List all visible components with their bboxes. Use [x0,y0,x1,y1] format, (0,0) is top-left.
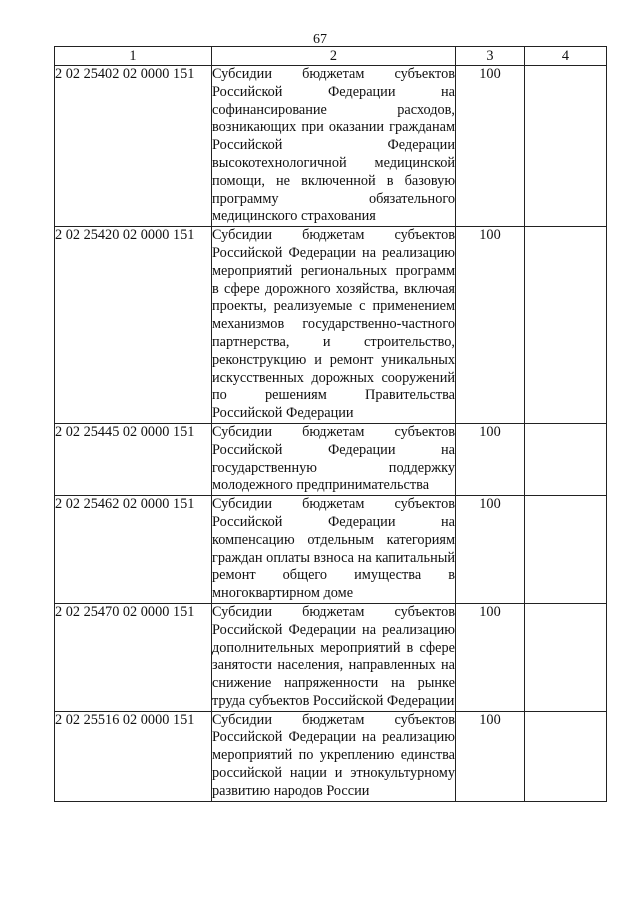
budget-code: 2 02 25420 02 0000 151 [55,227,212,424]
budget-code: 2 02 25445 02 0000 151 [55,423,212,495]
col4-value [525,66,607,227]
page-number: 67 [313,32,327,47]
col4-value [525,423,607,495]
percent-value: 100 [456,496,525,604]
percent-value: 100 [456,66,525,227]
budget-code: 2 02 25462 02 0000 151 [55,496,212,604]
budget-code: 2 02 25470 02 0000 151 [55,603,212,711]
percent-value: 100 [456,711,525,801]
header-col-1: 1 [55,47,212,66]
table-row [55,66,607,227]
table-row [55,603,607,711]
table-row [55,711,607,801]
budget-code: 2 02 25402 02 0000 151 [55,66,212,227]
budget-description: Субсидии бюджетам субъектов Российской Федерации на реализацию мероприятий региональных программ в сфере дорожного хозяйства, включая проекты, реализуемые с применением механизмов государственно-частного партнерства, и строительство, реконструкцию и ремонт уникальных искусственных дорожных сооружений по решениям Правительства Российской Федерации [212,227,456,424]
table-row [55,496,607,604]
percent-value: 100 [456,423,525,495]
col4-value [525,227,607,424]
budget-description: Субсидии бюджетам субъектов Российской Федерации на софинансирование расходов, возникающих при оказании гражданам Российской Федерации высокотехнологичной медицинской помощи, не включенной в базовую программу обязательного медицинского страхования [212,66,456,227]
table-row [55,227,607,424]
table-row [55,423,607,495]
budget-description: Субсидии бюджетам субъектов Российской Федерации на реализацию дополнительных мероприятий в сфере занятости населения, направленных на снижение напряженности на рынке труда субъектов Российской Федерации [212,603,456,711]
header-col-3: 3 [456,47,525,66]
budget-revenue-table [54,46,607,802]
budget-description: Субсидии бюджетам субъектов Российской Федерации на компенсацию отдельным категориям граждан оплаты взноса на капитальный ремонт общего имущества в многоквартирном доме [212,496,456,604]
col4-value [525,711,607,801]
table-header-row [55,47,607,66]
budget-code: 2 02 25516 02 0000 151 [55,711,212,801]
header-col-4: 4 [525,47,607,66]
col4-value [525,603,607,711]
percent-value: 100 [456,603,525,711]
budget-description: Субсидии бюджетам субъектов Российской Федерации на государственную поддержку молодежного предпринимательства [212,423,456,495]
header-col-2: 2 [212,47,456,66]
percent-value: 100 [456,227,525,424]
budget-description: Субсидии бюджетам субъектов Российской Федерации на реализацию мероприятий по укреплению единства российской нации и этнокультурному развитию народов России [212,711,456,801]
col4-value [525,496,607,604]
